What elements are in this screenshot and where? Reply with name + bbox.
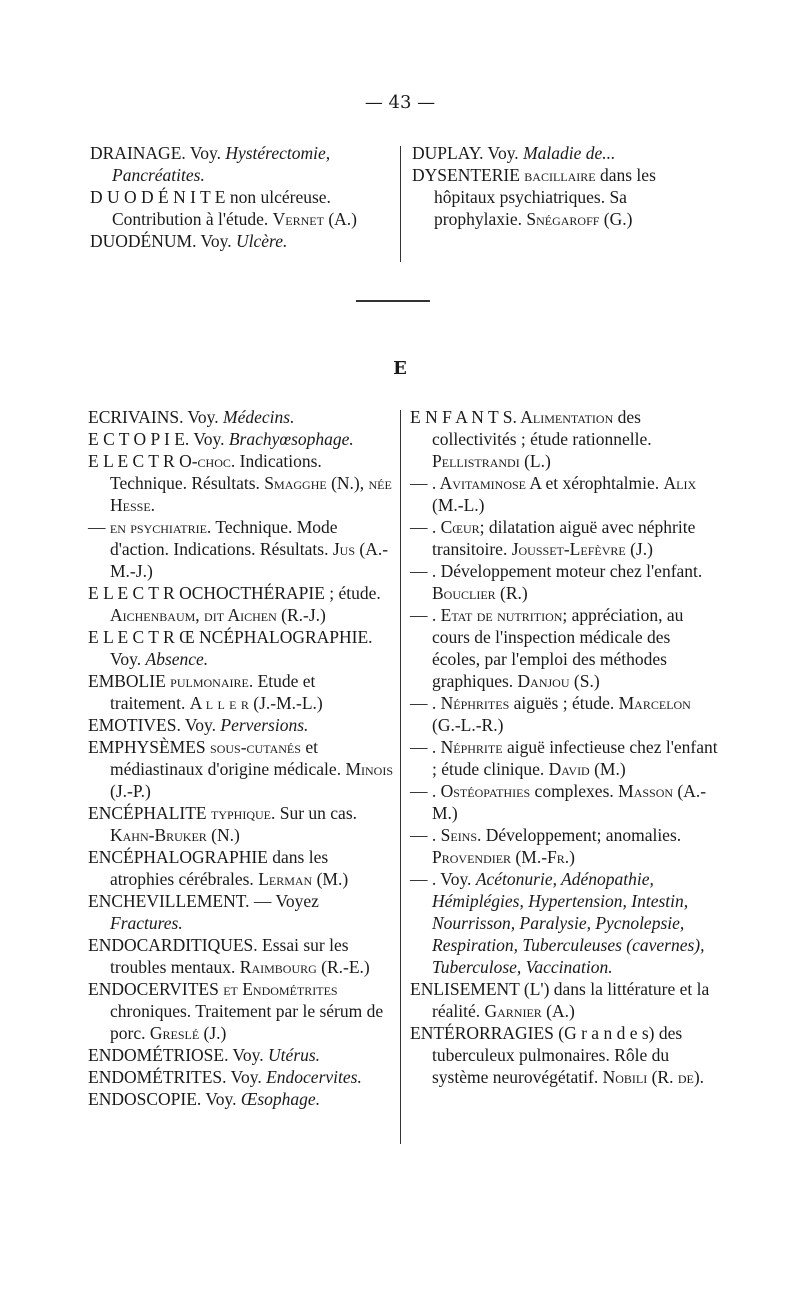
entry-heading: — . — [410, 693, 437, 713]
entry-text: A et xérophtalmie. — [526, 473, 664, 493]
entry-heading: — . — [410, 561, 437, 581]
index-entry — [410, 1022, 720, 1088]
entry-cross-reference: Œsophage. — [240, 1089, 321, 1109]
entry-author: Jus (A.-M.-J.) — [110, 539, 389, 581]
entry-text: chroniques. Traitement par le sérum de porc. — [110, 1001, 384, 1043]
index-entry — [410, 472, 720, 516]
entry-cross-reference: Utérus. — [268, 1045, 321, 1065]
entry-heading: DUPLAY. — [412, 143, 484, 163]
entry-heading: DYSENTERIE — [412, 165, 520, 185]
entry-heading: E N F A N T S. — [410, 407, 517, 427]
entry-subheading: Ostéopathies — [436, 781, 531, 801]
entry-text: Voy. — [183, 407, 224, 427]
entry-text: Voy. — [483, 143, 524, 163]
index-entry — [88, 714, 394, 736]
entry-subheading: bacillaire — [519, 165, 596, 185]
index-entry — [90, 186, 390, 230]
index-entry — [410, 516, 720, 560]
entry-text: Etude et traitement. — [110, 671, 316, 713]
index-entry — [88, 670, 394, 714]
index-entry — [88, 846, 394, 890]
entry-heading: ENCÉPHALOGRAPHIE — [88, 847, 268, 867]
index-entry — [90, 230, 390, 252]
entry-author: Smagghe (N.), née Hesse. — [110, 473, 392, 515]
entry-heading: — — [88, 517, 106, 537]
entry-text: dans les hôpitaux psychiatriques. Sa prophylaxie. — [434, 165, 656, 229]
entry-heading: ENDOMÉTRIOSE. — [88, 1045, 229, 1065]
index-entry — [410, 736, 720, 780]
bottom-right-column — [410, 406, 720, 1088]
entry-subheading: Avitaminose — [436, 473, 526, 493]
entry-text: — Voyez — [249, 891, 319, 911]
index-entry — [412, 142, 717, 164]
entry-cross-reference: Hystérectomie, Pancréatites. — [112, 143, 331, 185]
entry-text: Voy. — [185, 143, 226, 163]
entry-heading: EMBOLIE — [88, 671, 166, 691]
index-entry — [410, 978, 720, 1022]
entry-heading: EMOTIVES. — [88, 715, 181, 735]
entry-author: Minois (J.-P.) — [110, 759, 394, 801]
entry-cross-reference: Fractures. — [110, 913, 183, 933]
index-entry — [90, 142, 390, 186]
index-entry — [410, 692, 720, 736]
entry-text: Essai sur les troubles mentaux. — [110, 935, 349, 977]
entry-text: Sur un cas. — [275, 803, 358, 823]
index-entry — [88, 582, 394, 626]
index-entry — [88, 516, 394, 582]
entry-text: Indications. Technique. Résultats. — [110, 451, 322, 493]
entry-text: Voy. — [436, 869, 476, 889]
entry-author: Marcelon (G.-L.-R.) — [432, 693, 691, 735]
entry-cross-reference: Endocervites. — [266, 1067, 362, 1087]
entry-text: (L') dans la littérature et la réalité. — [432, 979, 710, 1021]
entry-heading: D U O D É N I T E — [90, 187, 226, 207]
entry-heading: ENLISEMENT — [410, 979, 520, 999]
entry-author: Vernet (A.) — [272, 209, 357, 229]
entry-heading: DRAINAGE. — [90, 143, 186, 163]
column-divider-bottom — [400, 410, 401, 1144]
index-entry — [88, 802, 394, 846]
entry-text: Technique. Mode d'action. Indications. Résultats. — [110, 517, 338, 559]
entry-heading: — . — [410, 517, 437, 537]
index-entry — [88, 1044, 394, 1066]
entry-cross-reference: Maladie de... — [523, 143, 616, 163]
entry-author: Masson (A.-M.) — [432, 781, 707, 823]
entry-text: Voy. — [180, 715, 221, 735]
index-entry — [410, 824, 720, 868]
top-left-column — [90, 142, 390, 252]
entry-heading: — . — [410, 605, 437, 625]
entry-heading: ENDOCARDITIQUES. — [88, 935, 258, 955]
page-number: — 43 — — [364, 92, 436, 113]
entry-author: Raimbourg (R.-E.) — [239, 957, 370, 977]
entry-text: des collectivités ; étude rationnelle. — [432, 407, 652, 449]
entry-heading: — . — [410, 781, 437, 801]
top-right-column — [412, 142, 717, 230]
entry-author: Lerman (M.) — [258, 869, 349, 889]
entry-cross-reference: Perversions. — [220, 715, 309, 735]
entry-heading: E L E C T R O — [88, 451, 192, 471]
entry-text: Voy. — [189, 429, 229, 449]
entry-author: Danjou (S.) — [517, 671, 600, 691]
entry-text: aiguës ; étude. — [509, 693, 619, 713]
index-entry — [410, 406, 720, 472]
entry-author: Snégaroff (G.) — [526, 209, 633, 229]
section-divider — [356, 300, 430, 302]
entry-heading: — . — [410, 825, 437, 845]
index-entry — [88, 626, 394, 670]
entry-author: Bouclier (R.) — [432, 583, 528, 603]
entry-author: Greslé (J.) — [149, 1023, 227, 1043]
index-entry — [410, 560, 720, 604]
entry-author: A l l e r (J.-M.-L.) — [189, 693, 323, 713]
entry-heading: ECRIVAINS. — [88, 407, 184, 427]
entry-cross-reference: Ulcère. — [236, 231, 288, 251]
index-entry — [410, 604, 720, 692]
entry-heading: — . — [410, 869, 437, 889]
column-divider-top — [400, 146, 401, 262]
entry-text: Voy. — [228, 1045, 269, 1065]
entry-heading: ENDOSCOPIE. — [88, 1089, 202, 1109]
entry-subheading: sous-cutanés — [205, 737, 301, 757]
entry-heading: — . — [410, 473, 437, 493]
entry-author: Kahn-Bruker (N.) — [110, 825, 240, 845]
entry-text: aiguë infectieuse chez l'enfant ; étude clinique. — [432, 737, 718, 779]
entry-author: Jousset-Lefèvre (J.) — [511, 539, 653, 559]
entry-subheading: -choc. — [191, 451, 236, 471]
entry-subheading: Cœur; — [436, 517, 485, 537]
entry-text: Voy. — [110, 649, 146, 669]
entry-heading: ENCÉPHALITE — [88, 803, 207, 823]
entry-heading: ENDOMÉTRITES. — [88, 1067, 227, 1087]
entry-author: David (M.) — [548, 759, 626, 779]
entry-cross-reference: Brachyœsophage. — [228, 429, 354, 449]
entry-author: Pellistrandi (L.) — [432, 451, 551, 471]
entry-heading: — . — [410, 737, 437, 757]
index-entry — [88, 934, 394, 978]
entry-subheading: typhique. — [206, 803, 276, 823]
section-letter: E — [393, 358, 407, 379]
entry-heading: ENCHEVILLEMENT. — [88, 891, 250, 911]
entry-heading: DUODÉNUM. — [90, 231, 197, 251]
index-entry — [88, 736, 394, 802]
entry-text: dans les atrophies cérébrales. — [110, 847, 329, 889]
entry-subheading: Néphrites — [436, 693, 510, 713]
entry-author: Alix (M.-L.) — [432, 473, 697, 515]
entry-text: Voy. — [226, 1067, 267, 1087]
index-entry — [410, 868, 720, 978]
entry-author: Provendier (M.-Fr.) — [432, 847, 575, 867]
bottom-left-column — [88, 406, 394, 1110]
index-entry — [412, 164, 717, 230]
entry-text: Développement; anomalies. — [481, 825, 682, 845]
entry-subheading: Seins. — [436, 825, 482, 845]
entry-author: Nobili (R. de). — [602, 1067, 705, 1087]
entry-subheading: et Endométrites — [218, 979, 338, 999]
index-entry — [88, 450, 394, 516]
entry-subheading: pulmonaire. — [165, 671, 254, 691]
entry-heading: E L E C T R Œ NCÉPHALOGRAPHIE. — [88, 627, 373, 647]
entry-heading: EMPHYSÈMES — [88, 737, 206, 757]
entry-text: dilatation aiguë avec néphrite transitoire. — [432, 517, 696, 559]
entry-cross-reference: Médecins. — [223, 407, 295, 427]
entry-text: (G r a n d e s) des tuberculeux pulmonaires. Rôle du système neurovégétatif. — [432, 1023, 683, 1087]
entry-author: Garnier (A.) — [484, 1001, 575, 1021]
entry-heading: ENTÉRORRAGIES — [410, 1023, 554, 1043]
index-entry — [88, 978, 394, 1044]
entry-heading: E L E C T R OCHOCTHÉRAPIE — [88, 583, 325, 603]
index-entry — [410, 780, 720, 824]
entry-subheading: Etat de nutrition; — [436, 605, 568, 625]
entry-text: Voy. — [201, 1089, 241, 1109]
entry-subheading: Alimentation — [516, 407, 614, 427]
index-entry — [88, 428, 394, 450]
entry-text: et médiastinaux d'origine médicale. — [110, 737, 346, 779]
index-entry — [88, 406, 394, 428]
entry-subheading: Néphrite — [436, 737, 503, 757]
entry-heading: ENDOCERVITES — [88, 979, 219, 999]
entry-text: Développement moteur chez l'enfant. — [436, 561, 703, 581]
entry-text: Voy. — [196, 231, 237, 251]
index-entry — [88, 1066, 394, 1088]
entry-cross-reference: Absence. — [145, 649, 209, 669]
entry-cross-reference: Acétonurie, Adénopathie, Hémiplégies, Hypertension, Intestin, Nourrisson, Paralysie, Pycnolepsie, Respiration, Tuberculeuses (cavernes), Tuberculose, Vaccination. — [432, 869, 705, 977]
entry-subheading: en psychiatrie. — [105, 517, 212, 537]
entry-text: ; étude. — [324, 583, 381, 603]
entry-author: Aichenbaum, dit Aichen (R.-J.) — [110, 605, 326, 625]
entry-heading: E C T O P I E. — [88, 429, 190, 449]
index-entry — [88, 890, 394, 934]
entry-text: complexes. — [530, 781, 619, 801]
entry-text: appréciation, au cours de l'inspection médicale des écoles, par l'emploi des méthodes graphiques. — [432, 605, 684, 691]
index-entry — [88, 1088, 394, 1110]
entry-text: non ulcéreuse. Contribution à l'étude. — [112, 187, 331, 229]
